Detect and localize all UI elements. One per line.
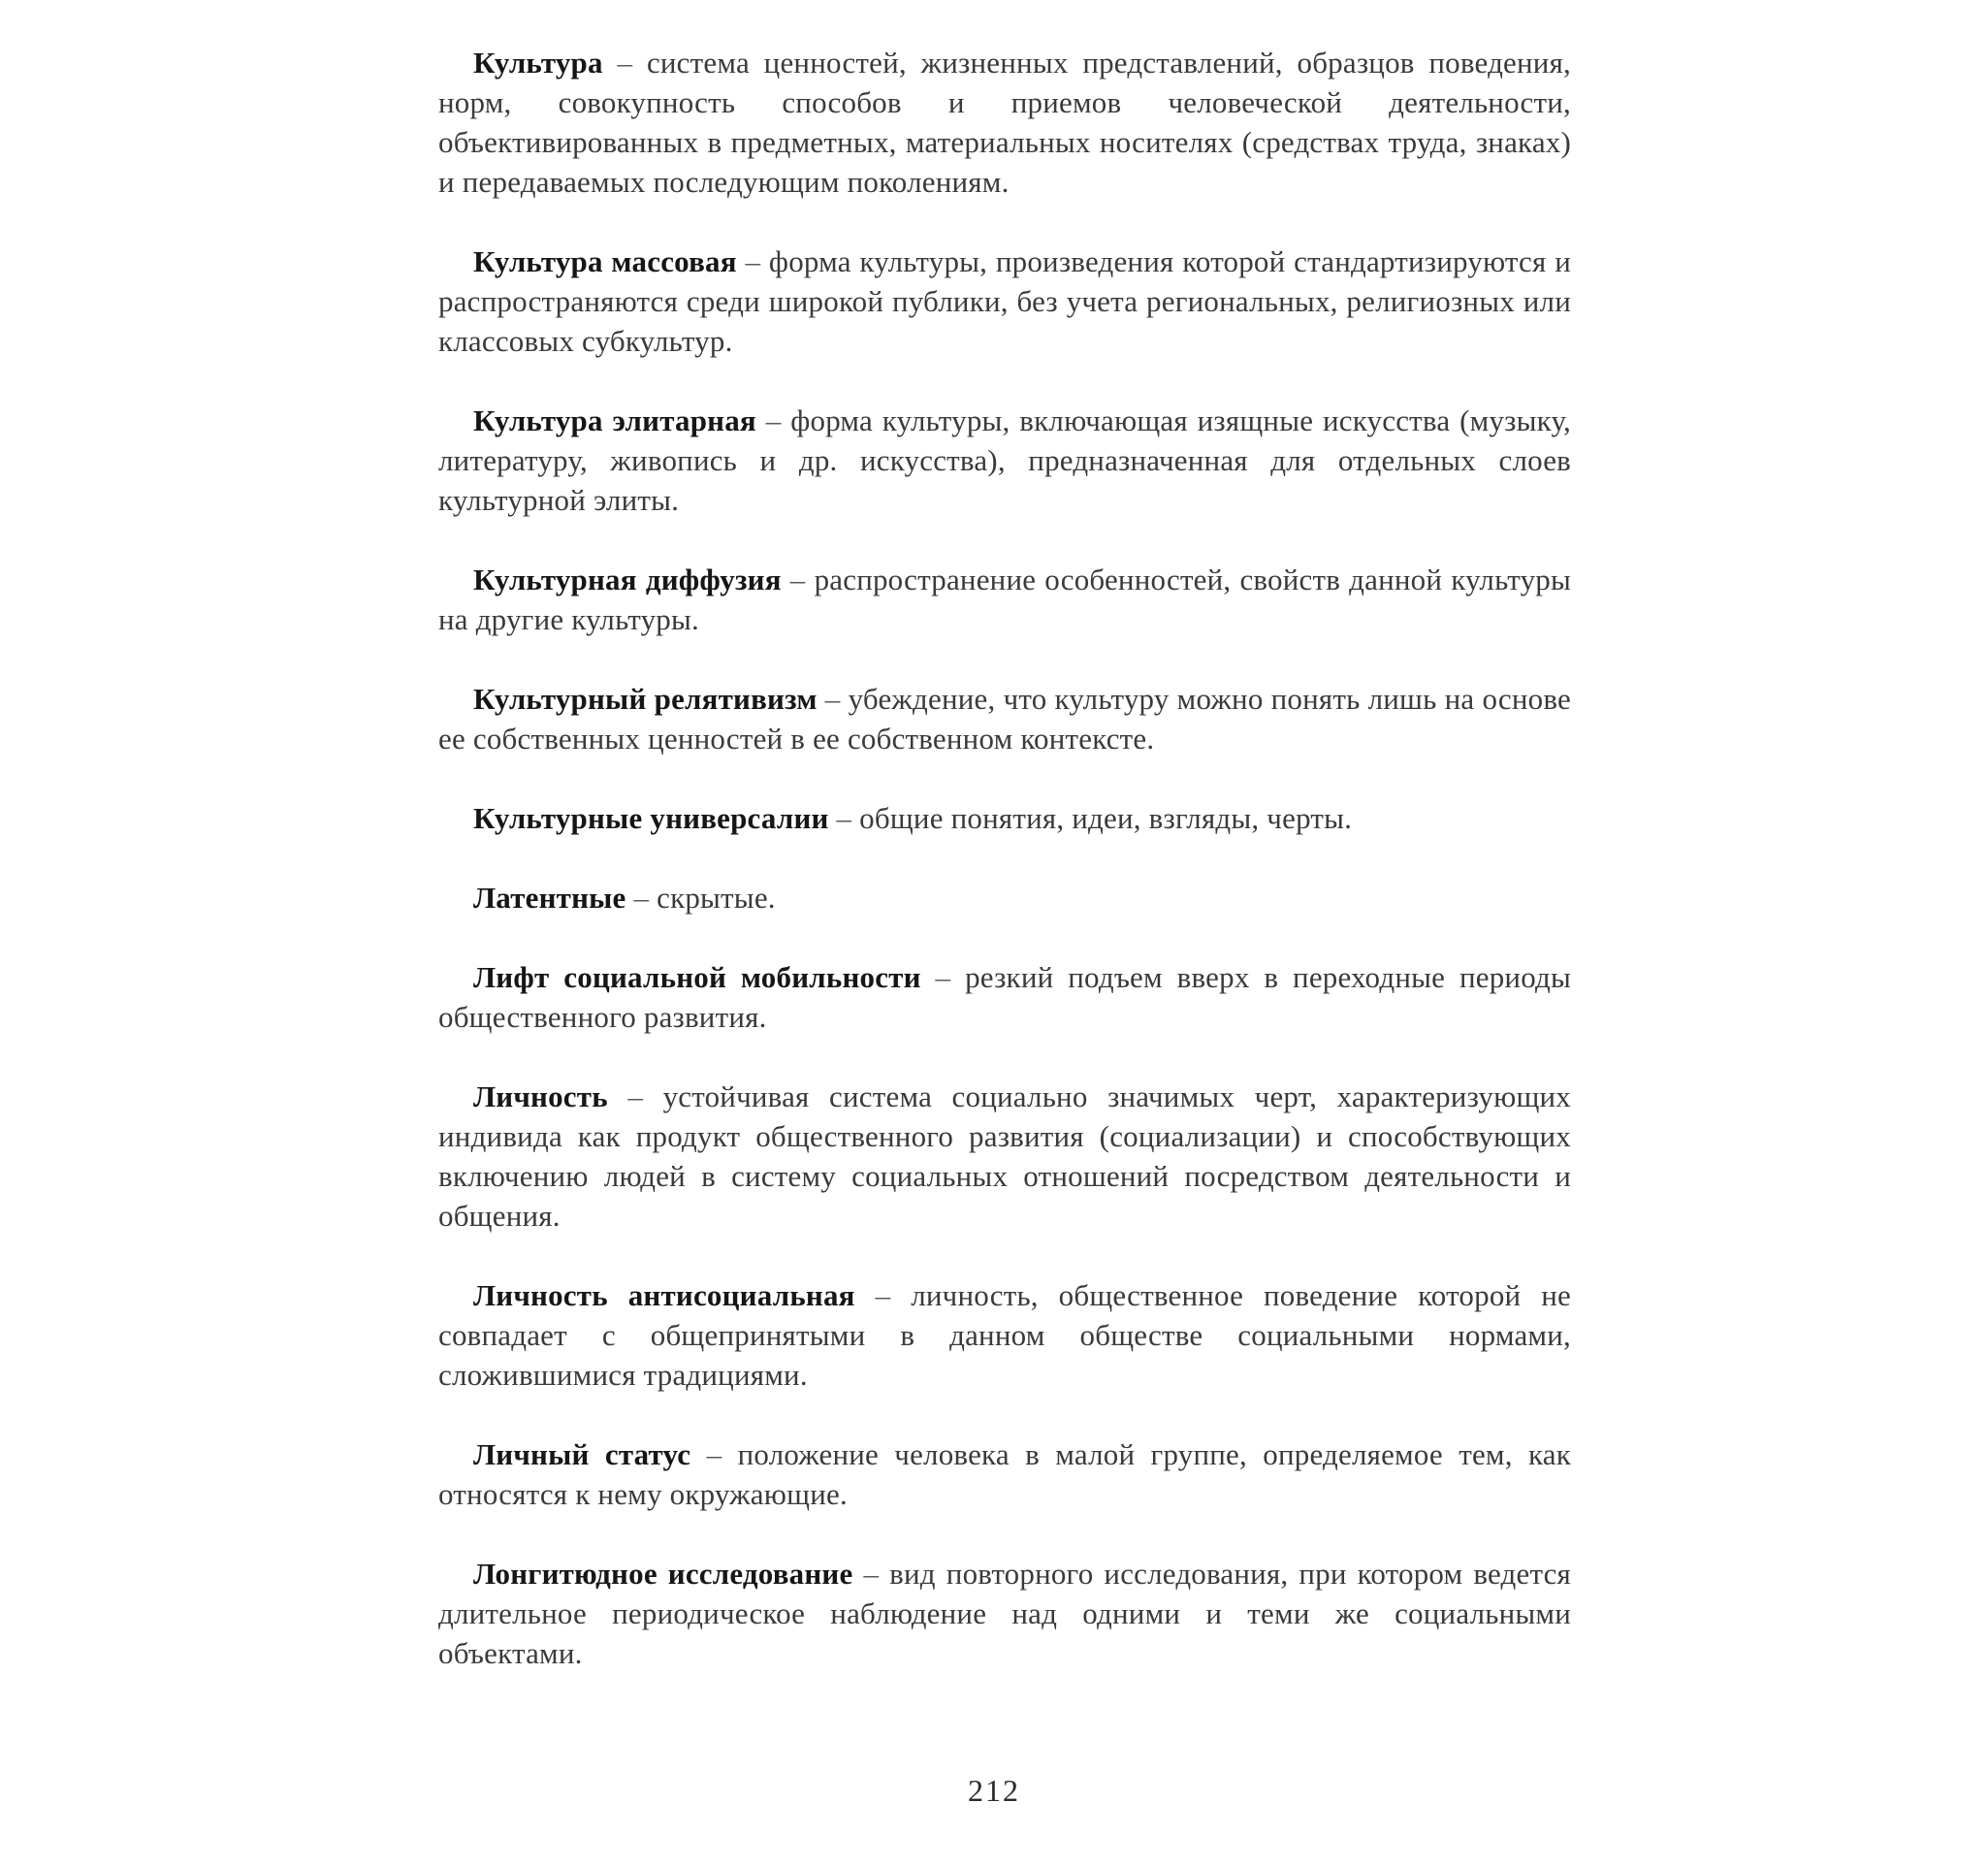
glossary-term: Лонгитюдное исследование bbox=[473, 1557, 853, 1591]
term-separator: – bbox=[633, 881, 650, 915]
glossary-entry-kulturnye-universalii bbox=[438, 798, 1571, 838]
glossary-definition: скрытые. bbox=[657, 881, 776, 915]
glossary-entry-kulturnyj-relyativizm bbox=[438, 679, 1571, 758]
glossary-term: Культура элитарная bbox=[473, 403, 756, 437]
glossary-term: Культурный релятивизм bbox=[473, 682, 818, 716]
term-separator: – bbox=[789, 563, 806, 596]
glossary-definition: форма культуры, включающая изящные искусства (музыку, литературу, живопись и др. искусства), предназначенная для отдельных слоев культурной элиты. bbox=[438, 403, 1572, 517]
glossary-entry-lichnost bbox=[438, 1077, 1571, 1236]
term-separator: – bbox=[745, 244, 761, 278]
glossary-entry-lichnyj-status bbox=[438, 1434, 1571, 1514]
glossary-definition: распространение особенностей, свойств данной культуры на другие культуры. bbox=[438, 563, 1572, 636]
glossary-entry-longityudnoe-issledovanie bbox=[438, 1554, 1571, 1673]
glossary-definition: положение человека в малой группе, определяемое тем, как относятся к нему окружающие. bbox=[438, 1437, 1571, 1511]
term-separator: – bbox=[875, 1278, 891, 1312]
glossary-term: Культурные универсалии bbox=[473, 801, 829, 835]
glossary-entry-kultura-massovaya bbox=[438, 241, 1571, 361]
glossary-term: Личность антисоциальная bbox=[473, 1278, 855, 1312]
glossary-term: Личность bbox=[473, 1079, 608, 1113]
term-separator: – bbox=[627, 1079, 644, 1113]
glossary-definition: форма культуры, произведения которой стандартизируются и распространяются среди широкой публики, без учета региональных, религиозных или классовых субкультур. bbox=[438, 244, 1572, 358]
glossary-page bbox=[438, 43, 1571, 1713]
term-separator: – bbox=[765, 403, 782, 437]
glossary-definition: резкий подъем вверх в переходные периоды общественного развития. bbox=[438, 960, 1572, 1034]
glossary-entry-lift-socialnoj-mobilnosti bbox=[438, 957, 1571, 1037]
page-number: 212 bbox=[968, 1773, 1020, 1808]
glossary-term: Культурная диффузия bbox=[473, 563, 782, 596]
glossary-entry-kultura bbox=[438, 43, 1571, 202]
term-separator: – bbox=[836, 801, 852, 835]
glossary-term: Культура массовая bbox=[473, 244, 737, 278]
glossary-definition: убеждение, что культуру можно понять лишь на основе ее собственных ценностей в ее собственном контексте. bbox=[438, 682, 1571, 756]
glossary-entry-latentnye bbox=[438, 878, 1571, 917]
term-separator: – bbox=[824, 682, 841, 716]
glossary-term: Лифт социальной мобильности bbox=[473, 960, 921, 994]
glossary-definition: общие понятия, идеи, взгляды, черты. bbox=[859, 801, 1353, 835]
glossary-entry-lichnost-antisocialnaya bbox=[438, 1275, 1571, 1395]
term-separator: – bbox=[706, 1437, 722, 1471]
term-separator: – bbox=[935, 960, 951, 994]
glossary-entry-kultura-elitarnaya bbox=[438, 401, 1571, 520]
glossary-definition: устойчивая система социально значимых черт, характеризующих индивида как продукт общественного развития (социализации) и способствующих включению людей в систему социальных отношений посредством деятельности и общения. bbox=[438, 1079, 1572, 1233]
glossary-term: Латентные bbox=[473, 881, 626, 915]
term-separator: – bbox=[863, 1557, 880, 1591]
glossary-definition: вид повторного исследования, при котором ведется длительное периодическое наблюдение над одними и теми же социальными объектами. bbox=[438, 1557, 1572, 1670]
glossary-term: Личный статус bbox=[473, 1437, 691, 1471]
glossary-entry-kulturnaya-diffuziya bbox=[438, 560, 1571, 639]
glossary-definition: личность, общественное поведение которой не совпадает с общепринятыми в данном обществе социальными нормами, сложившимися традициями. bbox=[438, 1278, 1571, 1392]
term-separator: – bbox=[617, 46, 633, 80]
glossary-term: Культура bbox=[473, 46, 603, 80]
glossary-definition: система ценностей, жизненных представлений, образцов поведения, норм, совокупность способов и приемов человеческой деятельности, объективированных в предметных, материальных носителях (средствах труда, знаках) и передаваемых последующим поколениям. bbox=[438, 46, 1571, 199]
